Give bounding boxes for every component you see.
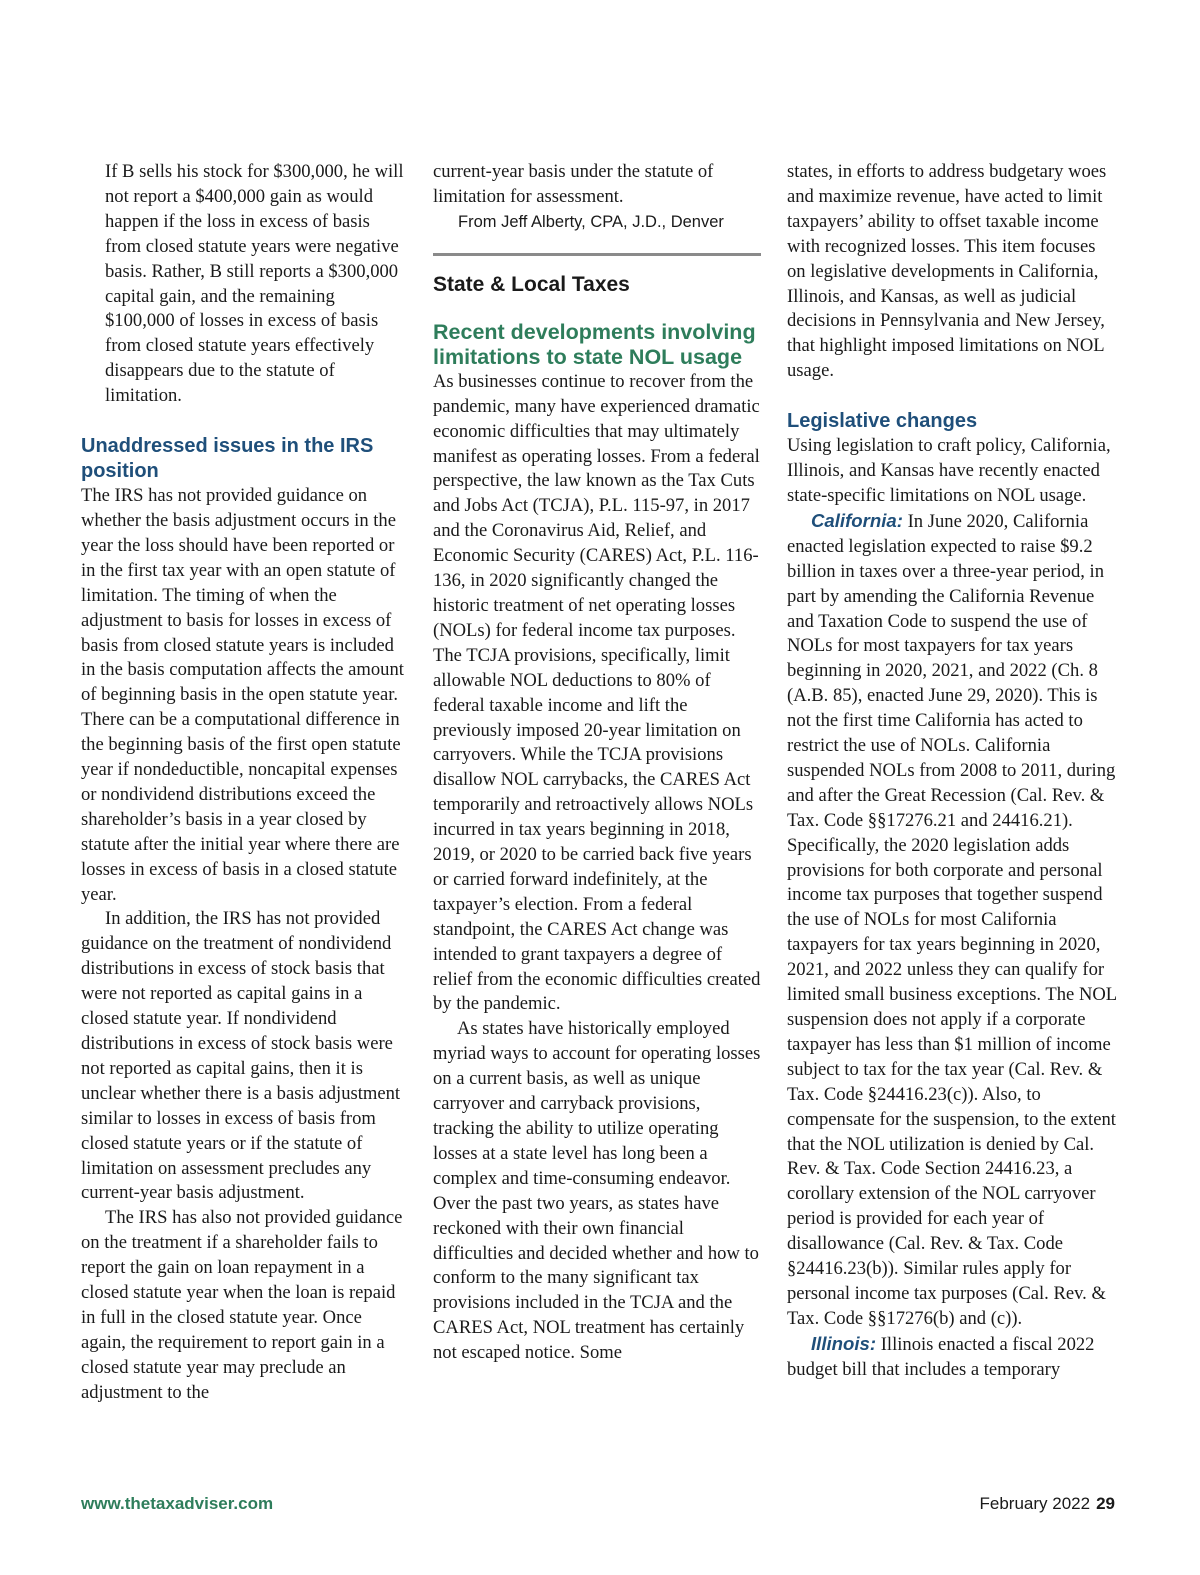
intro-paragraph: If B sells his stock for $300,000, he will not report a $400,000 gain as would happen if the loss in excess of basis from closed statute years were negative basis. Rather, B still reports a $300,000 capital gain, and the remaining $100,000 of losses in excess of basis from closed statute years effectively disappears due to the statute of limitation. (105, 161, 404, 407)
column-1 (81, 160, 409, 1406)
paragraph-illinois (787, 1332, 1117, 1383)
california-text: In June 2020, California enacted legislation expected to raise $9.2 billion in taxes over a three-year period, in part by amending the California Revenue and Taxation Code to suspend the use of NOLs for most taxpayers for tax years beginning in 2020, 2021, and 2022 (Ch. 8 (A.B. 85), enacted June 29, 2020). This is not the first time California has acted to restrict the use of NOLs. California suspended NOLs from 2008 to 2011, during and after the Great Recession (Cal. Rev. & Tax. Code §§17276.21 and 24416.21). Specifically, the 2020 legislation adds provisions for both corporate and personal income tax purposes that together suspend the use of NOLs for most California taxpayers for tax years beginning in 2020, 2021, and 2022 unless they can qualify for limited small business exceptions. The NOL suspension does not apply if a corporate taxpayer has less than $1 million of income subject to tax for the tax year (Cal. Rev. & Tax. Code §24416.23(c)). Also, to compensate for the suspension, to the extent that the NOL utilization is denied by Cal. Rev. & Tax. Code Section 24416.23, a corollary extension of the NOL carryover period is provided for each year of disallowance (Cal. Rev. & Tax. Code §24416.23(b)). Similar rules apply for personal income tax purposes (Cal. Rev. & Tax. Code §§17276(b) and (c)). (787, 510, 1117, 1329)
footer-website: www.thetaxadviser.com (81, 1494, 274, 1513)
footer-date: February 2022 (979, 1494, 1091, 1513)
paragraph: Using legislation to craft policy, California, Illinois, and Kansas have recently enacted state-specific limitations on NOL usage. (787, 435, 1111, 506)
subheading-unaddressed-issues: Unaddressed issues in the IRS position (81, 435, 374, 483)
paragraph: The IRS has also not provided guidance on the treatment if a shareholder fails to report the gain on loan repayment in a closed statute year when the loan is repaid in full in the closed statute year. Once again, the requirement to report gain in a closed statute year may preclude an adjustment to the (81, 1207, 403, 1403)
paragraph: As states have historically employed myriad ways to account for operating losses on a current basis, as well as unique carryover and carryback provisions, tracking the ability to utilize operating losses at a state level has long been a complex and time-consuming endeavor. Over the past two years, as states have reckoned with their own financial difficulties and decided whether and how to conform to the many significant tax provisions included in the TCJA and the CARES Act, NOL treatment has certainly not escaped notice. Some (433, 1018, 761, 1364)
lead-in-illinois: Illinois: (811, 1332, 877, 1354)
subheading-legislative-changes: Legislative changes (787, 410, 978, 433)
continuation-text: states, in efforts to address budgetary woes and maximize revenue, have acted to limit taxpayers’ ability to offset taxable income with recognized losses. This item focuses on legislative developments in California, Illinois, and Kansas, as well as judicial decisions in Pennsylvania and New Jersey, that highlight imposed limitations on NOL usage. (787, 161, 1107, 382)
continuation-text: current-year basis under the statute of limitation for assessment. (433, 161, 714, 207)
author-credit: From Jeff Alberty, CPA, J.D., Denver (458, 212, 724, 231)
column-3 (787, 160, 1117, 1383)
article-title: Recent developments involving limitations to state NOL usage (433, 319, 756, 369)
paragraph: In addition, the IRS has not provided guidance on the treatment of nondividend distributions in excess of stock basis that were not reported as capital gains in a closed statute year. If nondividend distributions in excess of stock basis were not reported as capital gains, then it is unclear whether there is a basis adjustment similar to losses in excess of basis from closed statute years or if the statute of limitation on assessment precludes any current-year basis adjustment. (81, 908, 401, 1204)
paragraph: As businesses continue to recover from the pandemic, many have experienced dramatic economic difficulties that may ultimately manifest as operating losses. From a federal perspective, the law known as the Tax Cuts and Jobs Act (TCJA), P.L. 115-97, in 2017 and the Coronavirus Aid, Relief, and Economic Security (CARES) Act, P.L. 116-136, in 2020 significantly changed the historic treatment of net operating losses (NOLs) for federal income tax purposes. The TCJA provisions, specifically, limit allowable NOL deductions to 80% of federal taxable income and lift the previously imposed 20-year limitation on carryovers. While the TCJA provisions disallow NOL carrybacks, the CARES Act temporarily and retroactively allows NOLs incurred in tax years beginning in 2018, 2019, or 2020 to be carried back five years or carried forward indefinitely, at the taxpayer’s election. From a federal standpoint, the CARES Act change was intended to grant taxpayers a degree of relief from the economic difficulties created by the pandemic. (433, 370, 761, 1015)
page-number: 29 (1096, 1494, 1115, 1513)
illinois-text: Illinois enacted a fiscal 2022 budget bill that includes a temporary (787, 1333, 1095, 1380)
footer-date-page (980, 1494, 1116, 1514)
section-title: State & Local Taxes (433, 272, 630, 296)
paragraph: The IRS has not provided guidance on whether the basis adjustment occurs in the year the loss should have been reported or in the first tax year with an open statute of limitation. The timing of when the adjustment to basis for losses in excess of basis from closed statute years is included in the basis computation affects the amount of beginning basis in the open statute year. There can be a computational difference in the beginning basis of the first open statute year if nondeductible, noncapital expenses or nondividend distributions exceed the shareholder’s basis in a year closed by statute after the initial year where there are losses in excess of basis in a closed statute year. (81, 485, 404, 905)
paragraph-california (787, 509, 1117, 1332)
lead-in-california: California: (811, 509, 903, 531)
column-2 (433, 160, 761, 1366)
